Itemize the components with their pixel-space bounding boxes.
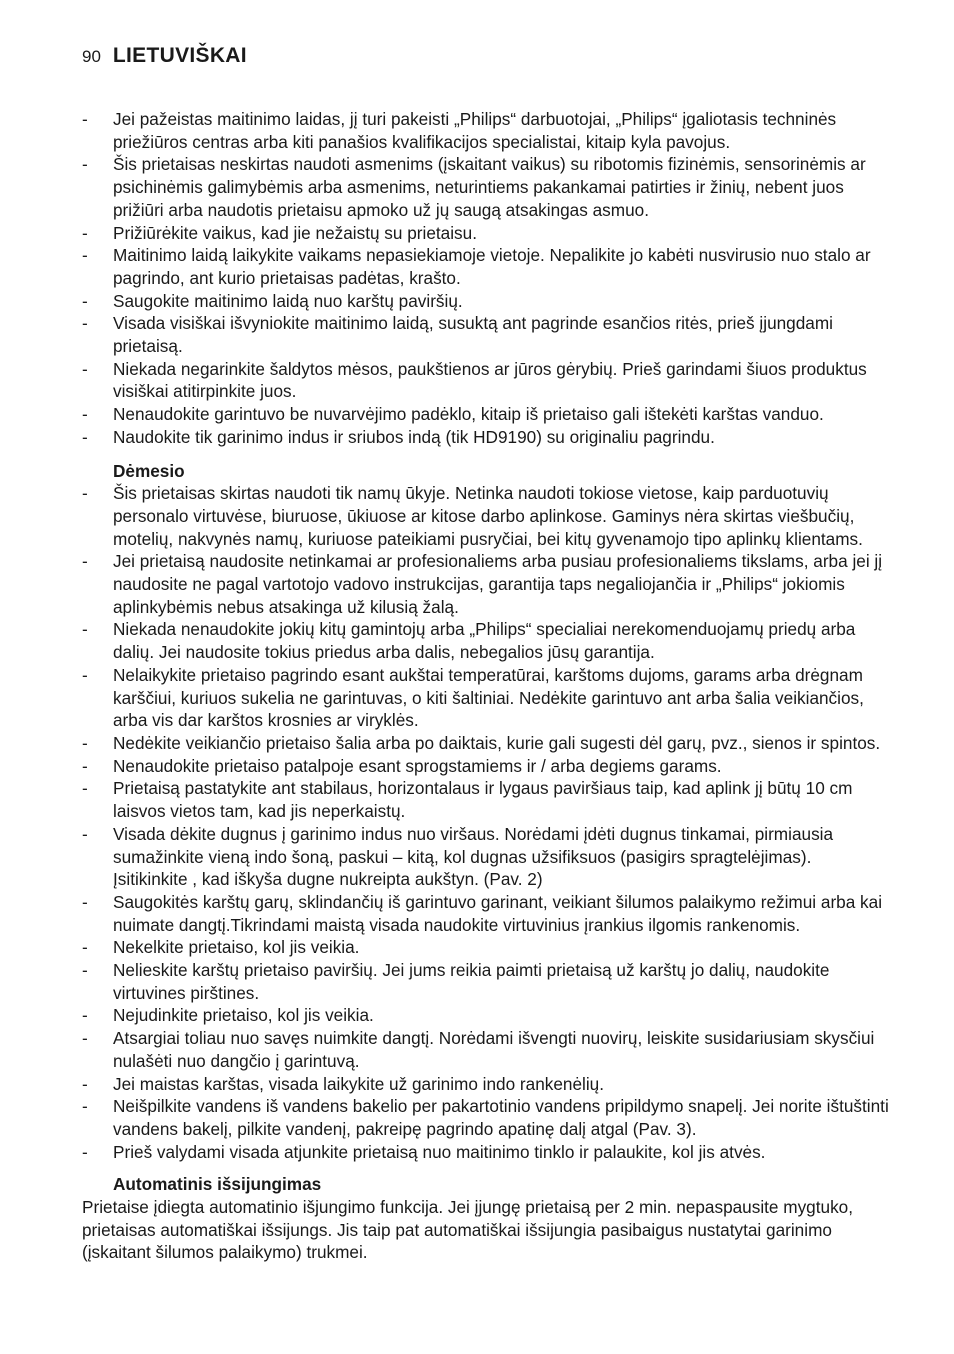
page-header [82,44,247,68]
caution-list [82,482,890,1163]
page-content [82,108,890,1264]
list-item: - Saugokite maitinimo laidą nuo karštų paviršių. [82,290,890,313]
list-item: - Šis prietaisas skirtas naudoti tik namų ūkyje. Netinka naudoti tokiose vietose, kaip parduotuvių personalo virtuvėse, biuruose, ūkiuose ar kitose darbo aplinkose. Gaminys nėra skirtas viešbučių, motelių, nakvynės namų, kuriuose pateikiami pusryčiai, bei kitų gyvenamojo tipo aplinkų klientams. [82,482,890,550]
list-item: - Visada dėkite dugnus į garinimo indus nuo viršaus. Norėdami įdėti dugnus tinkamai, pirmiausia sumažinkite vieną indo šoną, paskui – kitą, kol dugnas užsifiksuos (pasigirs spragtelėjimas). Įsitikinkite , kad iškyša dugne nukreipta aukštyn. (Pav. 2) [82,823,890,891]
list-item: - Nenaudokite prietaiso patalpoje esant sprogstamiems ir / arba degiems garams. [82,755,890,778]
list-item: - Jei maistas karštas, visada laikykite už garinimo indo rankenėlių. [82,1073,890,1096]
list-item: - Jei pažeistas maitinimo laidas, jį turi pakeisti „Philips“ darbuotojai, „Philips“ įgaliotasis techninės priežiūros centras arba kiti panašios kvalifikacijos specialistai, kitaip kyla pavojus. [82,108,890,153]
list-item: - Maitinimo laidą laikykite vaikams nepasiekiamoje vietoje. Nepalikite jo kabėti nusvirusio nuo stalo ar pagrindo, ant kurio prietaisas padėtas, krašto. [82,244,890,289]
list-item: - Prietaisą pastatykite ant stabilaus, horizontalaus ir lygaus paviršiaus taip, kad aplink jį būtų 10 cm laisvos vietos tam, kad jis neperkaistų. [82,777,890,822]
list-item: - Nenaudokite garintuvo be nuvarvėjimo padėklo, kitaip iš prietaiso gali ištekėti karštas vanduo. [82,403,890,426]
page-number: 90 [82,47,101,66]
warnings-list [82,108,890,449]
list-item: - Atsargiai toliau nuo savęs nuimkite dangtį. Norėdami išvengti nuovirų, leiskite susidariusiam skysčiui nulašėti nuo dangčio į garintuvą. [82,1027,890,1072]
auto-off-heading: Automatinis išsijungimas [113,1174,322,1195]
list-item: - Jei prietaisą naudosite netinkamai ar profesionaliems arba pusiau profesionaliems tikslams, arba jei jį naudosite ne pagal vartotojo vadovo instrukcijas, garantija taps negaliojančia ir „Philips“ jokiomis aplinkybėmis nebus atsakinga už kilusią žalą. [82,550,890,618]
list-item: - Šis prietaisas neskirtas naudoti asmenims (įskaitant vaikus) su ribotomis fizinėmis, sensorinėmis ar psichinėmis galimybėmis arba asmenims, neturintiems pakankamai patirties ir žinių, nebent juos prižiūri arba naudotis prietaisu apmoko už jų saugą atsakingas asmuo. [82,153,890,221]
list-item: - Saugokitės karštų garų, sklindančių iš garintuvo garinant, veikiant šilumos palaikymo režimui arba kai nuimate dangtį.Tikrindami maistą visada naudokite virtuvinius įrankius ilgomis rankenomis. [82,891,890,936]
list-item: - Nelaikykite prietaiso pagrindo esant aukštai temperatūrai, karštoms dujoms, garams arba drėgnam karščiui, kuriuos sukelia ne garintuvas, o kiti šaltiniai. Nedėkite garintuvo ant arba šalia veikiančios, arba vis dar karštos krosnies ar viryklės. [82,664,890,732]
list-item: - Niekada negarinkite šaldytos mėsos, paukštienos ar jūros gėrybių. Prieš garindami šiuos produktus visiškai atitirpinkite juos. [82,358,890,403]
list-item: - Prieš valydami visada atjunkite prietaisą nuo maitinimo tinklo ir palaukite, kol jis atvės. [82,1141,890,1164]
list-item: - Nekelkite prietaiso, kol jis veikia. [82,936,890,959]
list-item: - Naudokite tik garinimo indus ir sriubos indą (tik HD9190) su originaliu pagrindu. [82,426,890,449]
list-item: - Nedėkite veikiančio prietaiso šalia arba po daiktais, kurie gali sugesti dėl garų, pvz., sienos ir spintos. [82,732,890,755]
list-item: - Niekada nenaudokite jokių kitų gamintojų arba „Philips“ specialiai nerekomenduojamų priedų arba dalių. Jei naudosite tokius priedus arba dalis, nebegalios jūsų garantija. [82,618,890,663]
list-item: - Visada visiškai išvyniokite maitinimo laidą, susuktą ant pagrinde esančios ritės, prieš įjungdami prietaisą. [82,312,890,357]
list-item: - Prižiūrėkite vaikus, kad jie nežaistų su prietaisu. [82,222,890,245]
language-title: LIETUVIŠKAI [112,44,247,67]
list-item: - Nejudinkite prietaiso, kol jis veikia. [82,1004,890,1027]
list-item: - Neišpilkite vandens iš vandens bakelio per pakartotinio vandens pripildymo snapelį. Jei norite ištuštinti vandens bakelį, pilkite vandenį, pakreipę pagrindo apatinę dalį atgal (Pav. 3). [82,1095,890,1140]
list-item: - Nelieskite karštų prietaiso paviršių. Jei jums reikia paimti prietaisą už karštų jo dalių, naudokite virtuvines pirštines. [82,959,890,1004]
auto-off-paragraph: Prietaise įdiegta automatinio išjungimo funkcija. Jei įjungę prietaisą per 2 min. nepaspausite mygtuko, prietaisas automatiškai išsijungs. Jis taip pat automatiškai išsijungia pasibaigus nustatytai garinimo (įskaitant šilumos palaikymo) trukmei. [82,1197,853,1263]
caution-heading: Dėmesio [113,460,185,481]
